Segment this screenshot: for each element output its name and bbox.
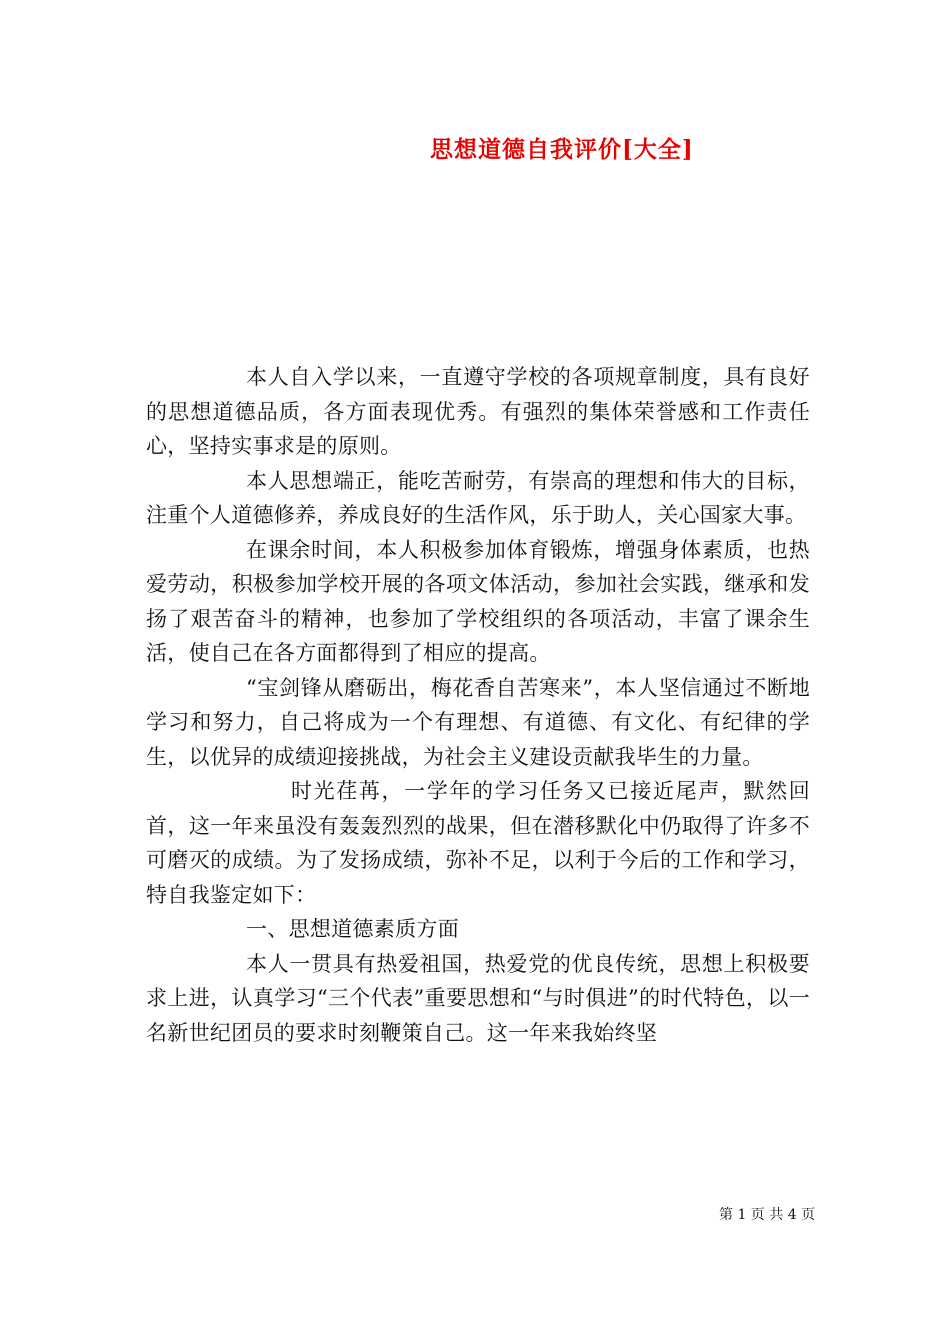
paragraph-3: 在课余时间，本人积极参加体育锻炼，增强身体素质，也热爱劳动，积极参加学校开展的各项文体活动，参加社会实践，继承和发扬了艰苦奋斗的精神，也参加了学校组织的各项活动，丰富了课余生活，使自己在各方面都得到了相应的提高。 bbox=[146, 537, 810, 665]
paragraph-5: 时光荏苒，一学年的学习任务又已接近尾声，默然回首，这一年来虽没有轰轰烈烈的战果，但在潜移默化中仍取得了许多不可磨灭的成绩。为了发扬成绩，弥补不足，以利于今后的工作和学习，特自我鉴定如下： bbox=[146, 779, 810, 907]
document-body bbox=[146, 360, 810, 1050]
page-title: 思想道德自我评价[大全] bbox=[430, 136, 694, 163]
section-heading: 一、思想道德素质方面 bbox=[246, 917, 459, 941]
page-number-footer: 第 1 页 共 4 页 bbox=[719, 1207, 816, 1223]
paragraph-2: 本人思想端正，能吃苦耐劳，有崇高的理想和伟大的目标，注重个人道德修养，养成良好的生活作风，乐于助人，关心国家大事。 bbox=[146, 468, 810, 527]
paragraph-6: 本人一贯具有热爱祖国，热爱党的优良传统，思想上积极要求上进，认真学习“三个代表”重要思想和“与时俱进”的时代特色，以一名新世纪团员的要求时刻鞭策自己。这一年来我始终坚 bbox=[146, 951, 810, 1045]
paragraph-4: “宝剑锋从磨砺出，梅花香自苦寒来”，本人坚信通过不断地学习和努力，自己将成为一个有理想、有道德、有文化、有纪律的学生，以优异的成绩迎接挑战，为社会主义建设贡献我毕生的力量。 bbox=[146, 675, 810, 769]
paragraph-1: 本人自入学以来，一直遵守学校的各项规章制度，具有良好的思想道德品质，各方面表现优秀。有强烈的集体荣誉感和工作责任心，坚持实事求是的原则。 bbox=[146, 365, 810, 458]
